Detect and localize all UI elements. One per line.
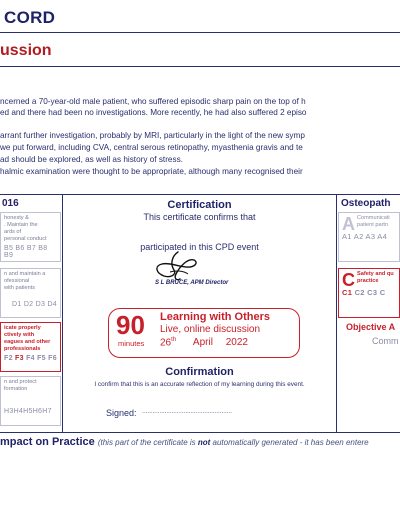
participation-text: participated in this CPD event [140, 242, 259, 252]
signatory-name: S L BRUCE, APM Director [155, 280, 229, 286]
code-h3: H3 [4, 408, 14, 415]
code-c2: C2 [354, 288, 365, 297]
standard-f-text-4: professionals [4, 346, 41, 352]
standard-f-text-2: ctively with [4, 332, 35, 338]
date-year: 2022 [225, 337, 248, 349]
document-title: CORD [4, 8, 56, 27]
standard-d-codes [4, 301, 57, 308]
code-c3: C3 [367, 288, 378, 297]
right-panel-title: Osteopath [341, 198, 391, 209]
standard-b-text-3: ards of [4, 229, 22, 235]
standard-b-codes [4, 245, 57, 259]
activity-type: Live, online discussion [160, 324, 261, 335]
standard-f-text-3: eagues and other [4, 339, 51, 345]
code-f3: F3 [15, 355, 24, 362]
standard-f-text-1: icate properly [4, 325, 41, 331]
standard-box-f [0, 322, 61, 372]
code-f4: F4 [26, 355, 35, 362]
code-h6: H6 [32, 408, 43, 415]
code-a2: A2 [353, 232, 364, 241]
minutes-value: 90 [116, 310, 145, 340]
standard-d-text-3: with patients [4, 285, 36, 291]
activity-date [160, 337, 248, 348]
code-f6: F6 [48, 355, 57, 362]
code-d2: D2 [23, 301, 34, 308]
confirmation-heading: Confirmation [165, 366, 234, 378]
code-b8: B8 [38, 245, 48, 252]
impact-note-pre: (this part of the certificate is [97, 438, 198, 447]
certification-heading: Certification [167, 199, 232, 211]
intro-line-6: halmic examination were thought to be appropriate, although many recognised their [0, 167, 303, 176]
intro-line-5: ad should be explored, as well as history of stress. [0, 155, 183, 164]
impact-note-post: automatically generated - it has been entere [210, 438, 369, 447]
box-a-text-1: Communicati [357, 215, 390, 221]
header-divider [0, 32, 400, 33]
code-b7: B7 [26, 245, 37, 252]
activity-title: Learning with Others [160, 311, 271, 323]
box-a-letter: A [342, 214, 355, 234]
minutes-label: minutes [118, 339, 145, 348]
code-h4: H4 [13, 408, 24, 415]
objective-box-a [338, 212, 400, 262]
code-f2: F2 [4, 355, 13, 362]
signature-line[interactable]: .................................................... [142, 406, 232, 415]
signed-label: Signed: [106, 408, 137, 418]
standard-h-text-2: formation [4, 386, 28, 392]
standard-b-text-4: personal conduct [4, 236, 47, 242]
certification-subtitle: This certificate confirms that [143, 212, 256, 222]
objective-box-c [338, 268, 400, 318]
code-a3: A3 [365, 232, 376, 241]
signature-image [150, 250, 200, 282]
code-d3: D3 [35, 301, 46, 308]
date-day: 26 [160, 337, 172, 349]
box-c-letter: C [342, 270, 355, 290]
box-c-text-2: practice [357, 278, 379, 284]
standard-box-b [0, 212, 61, 262]
standard-box-h [0, 376, 61, 426]
impact-section [0, 436, 369, 448]
standard-h-codes [4, 408, 57, 415]
impact-note-bold: not [197, 438, 211, 447]
box-c-codes [342, 289, 396, 296]
comm-label: Comm [372, 336, 399, 346]
standard-b-text-1: honesty & [4, 215, 29, 221]
box-c-text-1: Safety and qu [357, 271, 394, 277]
standard-b-text-2: . Maintain the [4, 222, 38, 228]
subtitle-divider [0, 66, 400, 67]
intro-line-4: we put forward, including CVA, central serous retinopathy, myasthenia gravis and te [0, 143, 303, 152]
box-a-text-2: patient partn [357, 222, 389, 228]
standard-d-text-2: ofessional [4, 278, 30, 284]
impact-heading: mpact on Practice [0, 436, 95, 448]
left-panel-title: 016 [2, 198, 19, 209]
intro-line-1: ncerned a 70-year-old male patient, who suffered episodic sharp pain on the top of h [0, 97, 306, 106]
standard-d-text-1: n and maintain a [4, 271, 46, 277]
standard-box-d [0, 268, 61, 318]
intro-line-2: ed and there had been no investigations. More recently, he had also suffered 2 episo [0, 108, 307, 117]
date-suffix: th [171, 337, 177, 343]
code-d1: D1 [12, 301, 22, 308]
document-subtitle: ussion [0, 42, 52, 59]
right-column-divider [336, 194, 337, 433]
code-b6: B6 [15, 245, 25, 252]
impact-note [98, 438, 369, 447]
standard-f-codes [4, 355, 57, 362]
standard-h-text-1: n and protect [4, 379, 37, 385]
code-a4: A4 [377, 232, 388, 241]
code-c4: C [379, 288, 386, 297]
code-f5: F5 [37, 355, 46, 362]
code-b9: B9 [4, 252, 14, 259]
code-b5: B5 [4, 245, 14, 252]
code-a1: A1 [342, 232, 352, 241]
date-month: April [192, 337, 213, 349]
code-d4: D4 [47, 301, 57, 308]
code-h5: H5 [23, 408, 33, 415]
confirmation-text: I confirm that this is an accurate reflection of my learning during this event. [94, 381, 305, 388]
box-a-codes [342, 233, 396, 240]
intro-line-3: arrant further investigation, probably by MRI, particularly in the light of the new symp [0, 131, 305, 140]
code-c1: C1 [342, 288, 353, 297]
code-h7: H7 [42, 408, 52, 415]
objective-label: Objective A [346, 322, 396, 332]
